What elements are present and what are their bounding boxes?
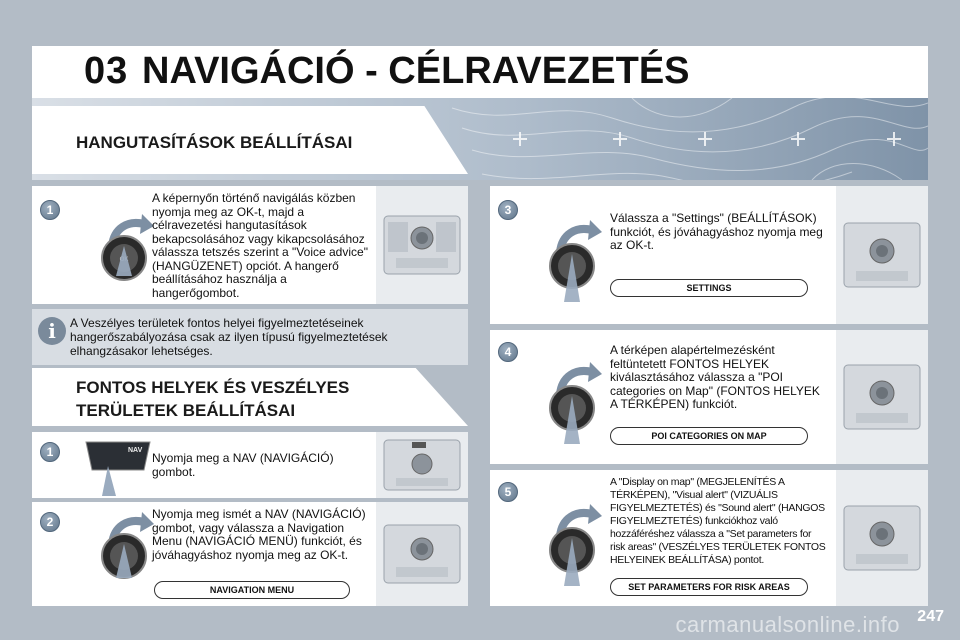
section-poi-title-line1: FONTOS HELYEK ÉS VESZÉLYES (76, 378, 350, 397)
step-poi-1-text: Nyomja meg a NAV (NAVIGÁCIÓ) gombot. (152, 451, 334, 479)
step-4-text: A térképen alapértelmezésként feltüntetett FONTOS HELYEK kiválasztásához válassza a "POI categories on Map" (FONTOS HELYEK A TÉRKÉPEN) funkciót. (610, 343, 820, 411)
poi-categories-label: POI CATEGORIES ON MAP (610, 427, 808, 445)
info-text: A Veszélyes területek fontos helyei figyelmeztetéseinek hangerőszabályozása csak az ilyen típusú figyelmeztetések elhangzásakor lehetséges. (70, 316, 388, 358)
navigation-menu-label: NAVIGATION MENU (154, 581, 350, 599)
chapter-number: 03 (84, 50, 129, 92)
info-icon: i (38, 317, 66, 345)
section-voice-title: HANGUTASÍTÁSOK BEÁLLÍTÁSAI (76, 133, 353, 152)
nav-button-illustration (82, 436, 162, 503)
step-badge: 4 (498, 342, 518, 362)
step-poi-1-panel (32, 432, 468, 498)
set-parameters-label: SET PARAMETERS FOR RISK AREAS (610, 578, 808, 596)
radio-unit-photo (836, 470, 928, 606)
info-note (32, 309, 468, 365)
step-badge: 3 (498, 200, 518, 220)
step-badge: 2 (40, 512, 60, 532)
page-number: 247 (917, 608, 944, 625)
section-poi-title-line2: TERÜLETEK BEÁLLÍTÁSAI (76, 401, 296, 420)
step-4-panel (490, 330, 928, 464)
step-poi-2-text: Nyomja meg ismét a NAV (NAVIGÁCIÓ) gombot, vagy válassza a Navigation Menu (NAVIGÁCIÓ MENÜ) funkciót, és jóváhagyáshoz nyomja meg az OK-t. (152, 507, 366, 562)
radio-unit-photo (836, 186, 928, 324)
step-5-text: A "Display on map" (MEGJELENÍTÉS A TÉRKÉPEN), "Visual alert" (VIZUÁLIS FIGYELMEZTETÉS) és "Sound alert" (HANGOS FIGYELMEZTETÉS) funkciókhoz való hozzáféréshez válassza a "Set parameters for risk areas" (VESZÉLYES TERÜLETEK FONTOS HELYEINEK BEÁLLÍTÁSA) pontot. (610, 476, 826, 566)
page-title: NAVIGÁCIÓ - CÉLRAVEZETÉS (142, 50, 690, 92)
radio-unit-photo (376, 432, 468, 498)
step-3-panel (490, 186, 928, 324)
radio-unit-photo (376, 186, 468, 304)
settings-label: SETTINGS (610, 279, 808, 297)
step-poi-2-panel (32, 502, 468, 606)
step-badge: 1 (40, 200, 60, 220)
ok-knob-illustration (88, 504, 158, 595)
step-3-text: Válassza a "Settings" (BEÁLLÍTÁSOK) funkciót, és jóváhagyáshoz nyomja meg az OK-t. (610, 211, 823, 252)
step-badge: 1 (40, 442, 60, 462)
ok-knob-illustration (536, 212, 606, 311)
radio-unit-photo (836, 330, 928, 464)
nav-button-label: NAV (128, 447, 143, 454)
step-voice-1-panel (32, 186, 468, 304)
step-5-panel (490, 470, 928, 606)
ok-knob-illustration (88, 206, 158, 297)
radio-unit-photo (376, 502, 468, 606)
watermark: carmanualsonline.info (675, 612, 900, 637)
ok-knob-illustration (536, 354, 606, 453)
step-voice-1-text: A képernyőn történő navigálás közben nyomja meg az OK-t, majd a célravezetési hangutasítások bekapcsolásához vagy kikapcsolásához válassza tetszés szerint a "Voice advice" (HANGÜZENET) opciót. A hangerő beállításához használja a hangerőgombot. (152, 191, 368, 300)
ok-knob-illustration (536, 496, 606, 595)
page-header (32, 46, 928, 98)
step-badge: 5 (498, 482, 518, 502)
